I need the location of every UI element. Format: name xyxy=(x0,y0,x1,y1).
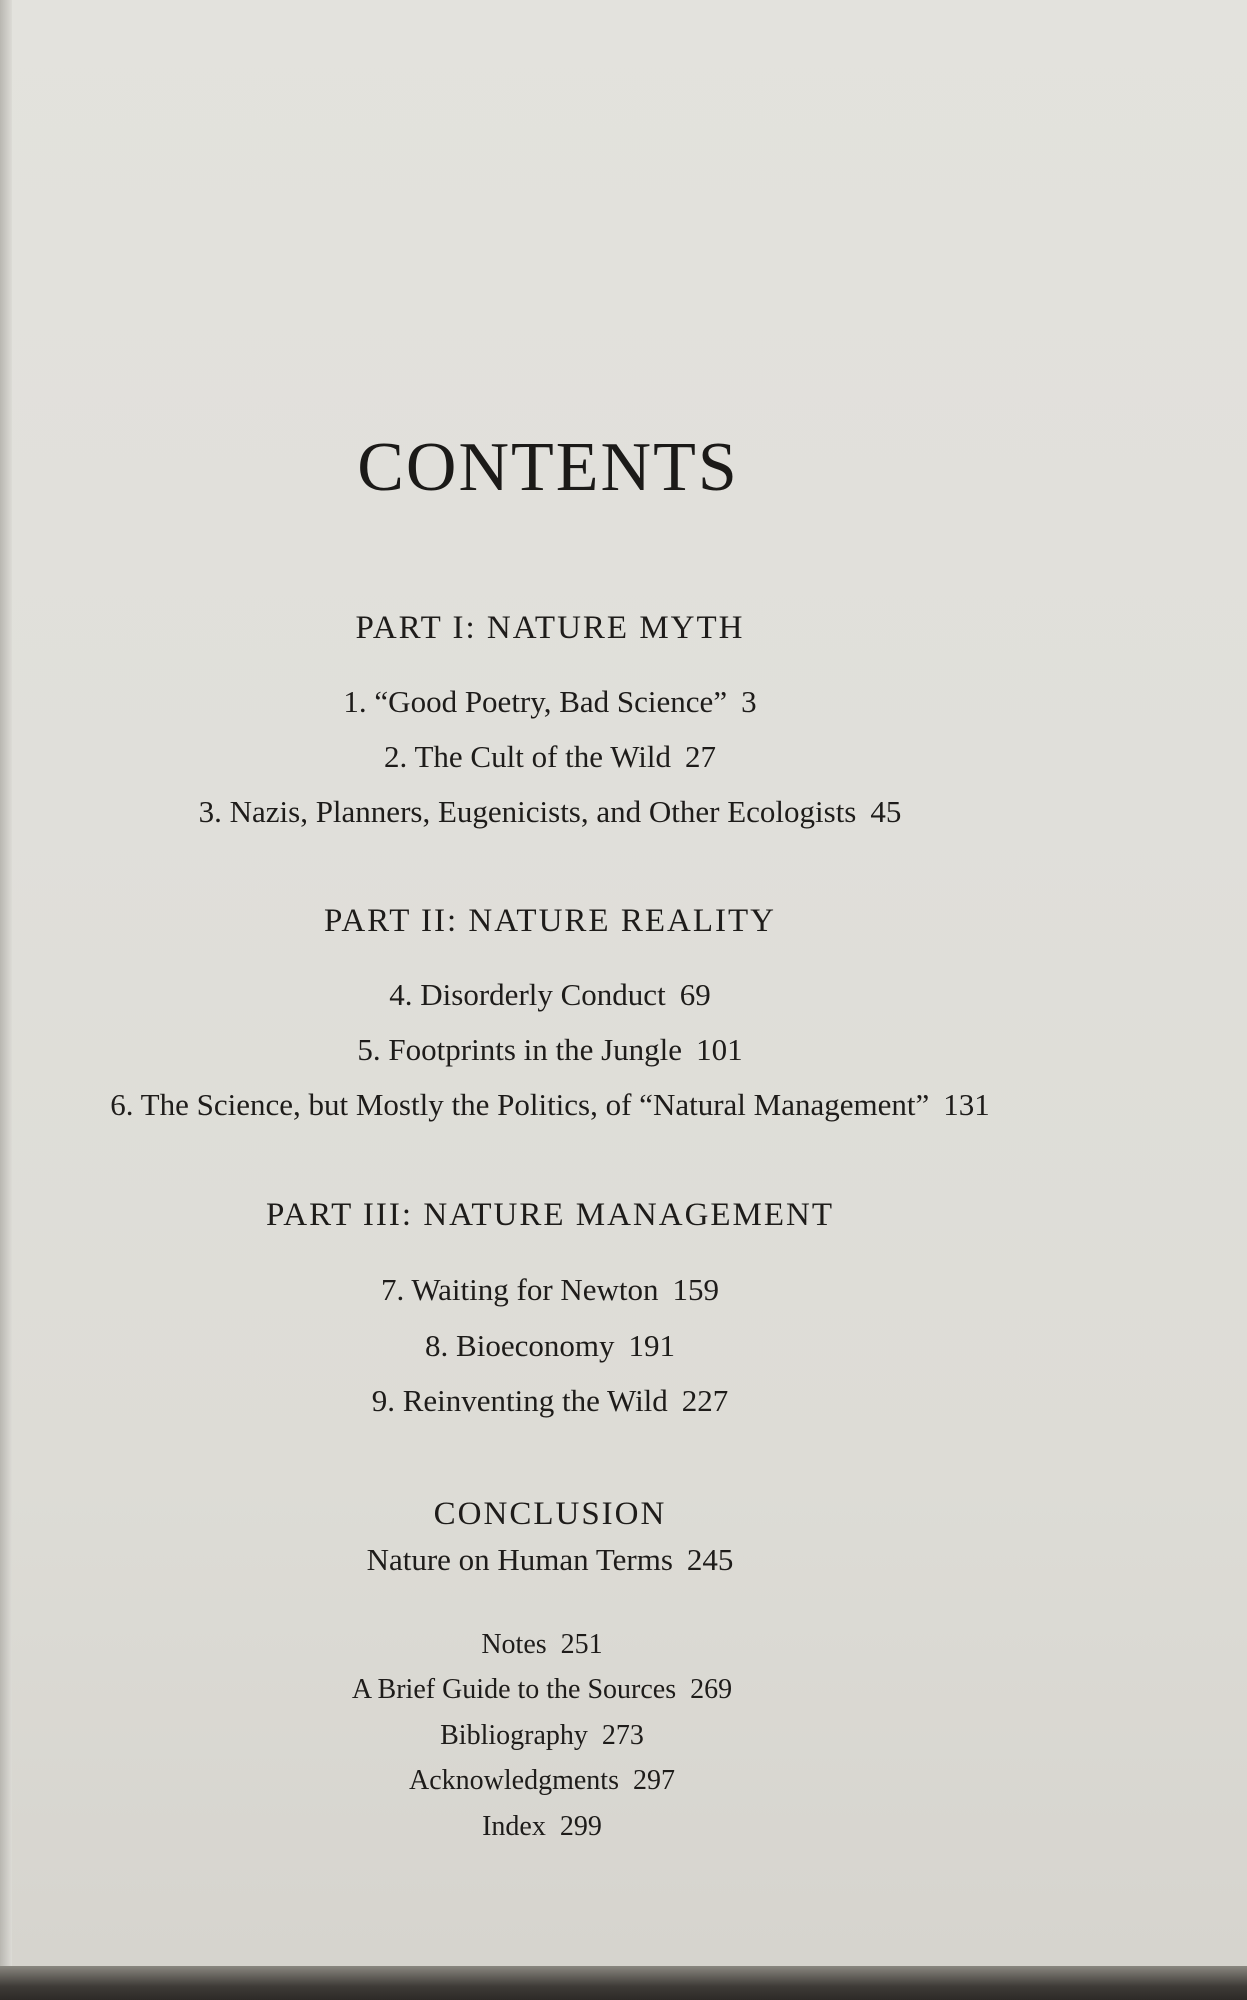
toc-page-number: 101 xyxy=(696,1032,743,1067)
toc-entry-title: 5. Footprints in the Jungle xyxy=(357,1032,683,1067)
conclusion-heading: CONCLUSION xyxy=(433,1496,667,1532)
toc-entry-title: Bibliography xyxy=(440,1720,588,1751)
part-heading: PART III: NATURE MANAGEMENT xyxy=(265,1197,835,1233)
toc-entry xyxy=(0,739,1100,775)
toc-page-number: 69 xyxy=(679,977,711,1012)
toc-page-number: 131 xyxy=(943,1087,990,1122)
toc-entry xyxy=(0,684,1100,720)
toc-page-number: 191 xyxy=(628,1328,675,1363)
toc-entry-title: Acknowledgments xyxy=(409,1765,619,1796)
toc-page-number: 45 xyxy=(870,794,902,829)
toc-entry xyxy=(0,1087,1100,1123)
toc-entry-title: 2. The Cult of the Wild xyxy=(384,739,671,774)
toc-entry xyxy=(0,1811,1092,1843)
toc-entry xyxy=(0,1720,1092,1752)
page-title: CONTENTS xyxy=(357,429,739,506)
toc-page-number: 299 xyxy=(559,1811,602,1842)
toc-entry-title: 6. The Science, but Mostly the Politics, of “Natural Management” xyxy=(110,1087,930,1122)
toc-entry xyxy=(0,977,1100,1013)
toc-page-number: 227 xyxy=(681,1383,729,1418)
toc-page-number: 245 xyxy=(686,1542,734,1577)
toc-entry xyxy=(0,1328,1100,1364)
toc-page-number: 3 xyxy=(741,684,757,719)
toc-entry xyxy=(0,1542,1100,1578)
page-bottom-edge xyxy=(0,1966,1247,2000)
toc-entry xyxy=(0,1629,1092,1661)
toc-page-number: 297 xyxy=(632,1765,675,1796)
toc-entry-title: Index xyxy=(482,1811,546,1842)
toc-entry xyxy=(0,1032,1100,1068)
toc-entry-title: 7. Waiting for Newton xyxy=(380,1272,659,1307)
toc-entry-title: Nature on Human Terms xyxy=(366,1542,673,1577)
toc-page-number: 273 xyxy=(601,1720,644,1751)
toc-entry xyxy=(0,794,1100,830)
toc-page-number: 269 xyxy=(690,1674,733,1705)
toc-entry-title: A Brief Guide to the Sources xyxy=(351,1674,677,1705)
toc-entry-title: 1. “Good Poetry, Bad Science” xyxy=(343,684,728,719)
toc-entry xyxy=(0,1272,1100,1308)
part-heading: PART II: NATURE REALITY xyxy=(324,903,776,939)
toc-page-number: 251 xyxy=(560,1629,603,1660)
toc-page-number: 159 xyxy=(672,1272,720,1307)
toc-entry-title: 9. Reinventing the Wild xyxy=(371,1383,668,1418)
toc-entry xyxy=(0,1674,1092,1706)
part-heading: PART I: NATURE MYTH xyxy=(355,610,745,646)
toc-entry-title: 8. Bioeconomy xyxy=(425,1328,615,1363)
toc-entry-title: 4. Disorderly Conduct xyxy=(389,977,666,1012)
toc-entry-title: 3. Nazis, Planners, Eugenicists, and Other Ecologists xyxy=(198,794,857,829)
toc-entry xyxy=(0,1765,1092,1797)
toc-page-number: 27 xyxy=(684,739,716,774)
toc-entry xyxy=(0,1383,1100,1419)
toc-entry-title: Notes xyxy=(481,1629,547,1660)
